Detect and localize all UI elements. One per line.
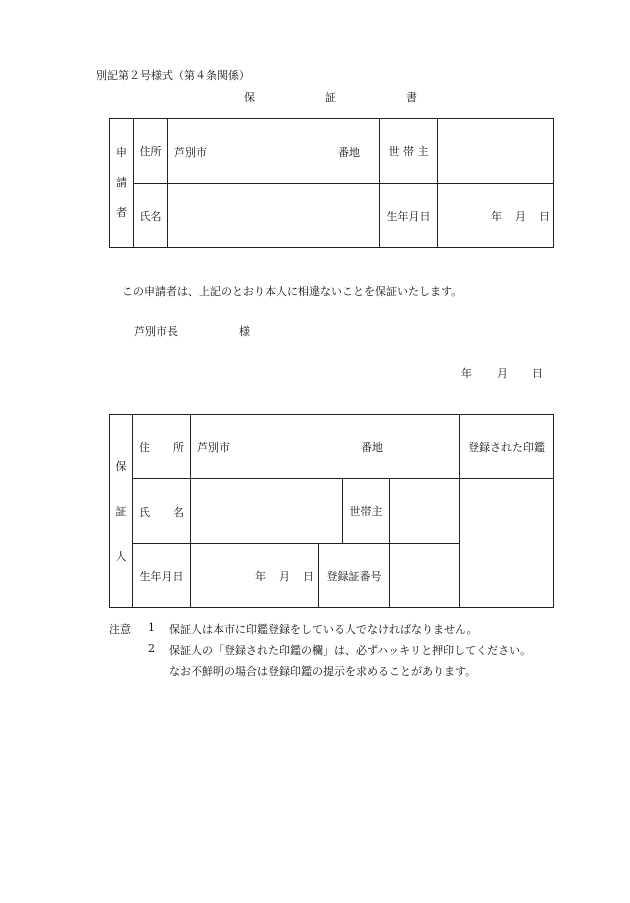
address-city: 芦別市 (174, 146, 207, 159)
guarantor-name-field[interactable] (191, 479, 343, 544)
side-char: 保 (115, 459, 127, 473)
applicant-side-label (110, 119, 134, 248)
applicant-birthdate-field[interactable] (438, 184, 554, 248)
title-char: 書 (406, 91, 417, 104)
address-banchi: 番地 (361, 441, 383, 454)
guarantor-birthdate-field[interactable] (191, 544, 319, 608)
title-char: 証 (325, 91, 336, 104)
note-number: 2 (148, 642, 155, 655)
applicant-address-field[interactable] (168, 119, 380, 184)
month-char: 月 (515, 210, 526, 223)
label-char: 氏 (139, 506, 150, 519)
guarantee-statement: この申請者は、上記のとおり本人に相違ないことを保証いたします。 (122, 285, 463, 298)
addressee-mayor: 芦別市長 (134, 325, 178, 338)
label-char: 名 (173, 506, 184, 519)
day-char: 日 (532, 367, 543, 380)
guarantor-name-label (133, 479, 191, 544)
household-head-field[interactable] (438, 119, 554, 184)
label-char: 住 (139, 441, 150, 454)
applicant-name-field[interactable] (168, 184, 380, 248)
side-char: 証 (115, 504, 127, 518)
day-char: 日 (539, 210, 550, 223)
note-text: 保証人は本市に印鑑登録をしている人でなければなりません。 (169, 623, 478, 636)
year-char: 年 (255, 570, 266, 583)
guarantor-birthdate-label: 生年月日 (133, 544, 191, 608)
side-char: 請 (116, 176, 127, 189)
notes-label: 注意 (109, 623, 131, 636)
registration-number-label: 登録証番号 (319, 544, 390, 608)
month-char: 月 (497, 367, 508, 380)
year-char: 年 (491, 210, 502, 223)
applicant-name-label: 氏名 (134, 184, 168, 248)
note-continuation: なお不鮮明の場合は登録印鑑の提示を求めることがあります。 (169, 665, 477, 678)
registration-number-field[interactable] (390, 544, 460, 608)
applicant-address-label: 住所 (134, 119, 168, 184)
side-char: 人 (115, 549, 127, 563)
guarantor-side-label (110, 415, 133, 608)
label-char: 所 (173, 441, 184, 454)
applicant-table (109, 118, 554, 248)
side-char: 申 (116, 146, 127, 159)
guarantor-address-field[interactable] (191, 415, 460, 479)
year-char: 年 (461, 367, 472, 380)
month-char: 月 (279, 570, 290, 583)
addressee-sama: 様 (239, 325, 250, 338)
guarantor-address-label (133, 415, 191, 479)
title-char: 保 (244, 91, 255, 104)
registered-seal-label: 登録された印鑑 (460, 415, 554, 479)
guarantor-household-head-field[interactable] (390, 479, 460, 544)
day-char: 日 (303, 570, 314, 583)
address-city: 芦別市 (197, 441, 230, 454)
registered-seal-box[interactable] (460, 479, 554, 608)
guarantor-table (109, 414, 554, 608)
note-text: 保証人の「登録された印鑑の欄」は、必ずハッキリと押印してください。 (169, 644, 532, 657)
side-char: 者 (116, 206, 127, 219)
address-banchi: 番地 (338, 146, 360, 159)
guarantor-household-head-label: 世帯主 (343, 479, 390, 544)
household-head-label: 世 帯 主 (380, 119, 438, 184)
applicant-birthdate-label: 生年月日 (380, 184, 438, 248)
form-number: 別記第２号様式（第４条関係） (96, 69, 250, 82)
note-number: 1 (148, 621, 155, 634)
